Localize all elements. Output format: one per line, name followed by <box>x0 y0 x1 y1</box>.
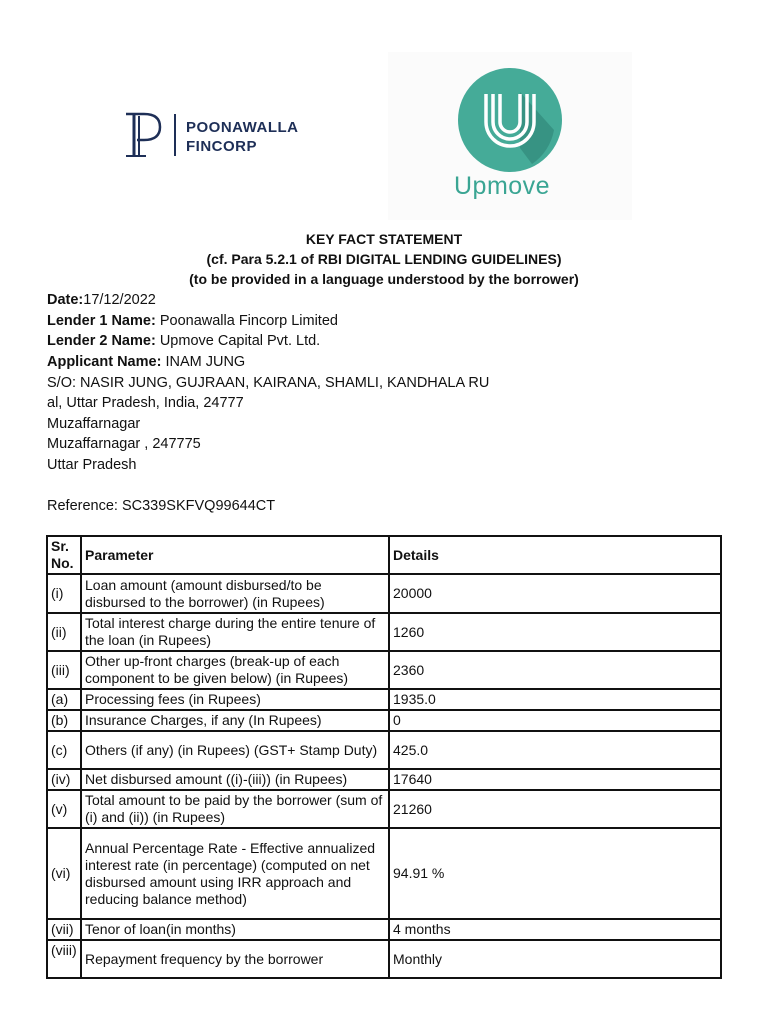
row-parameter: Net disbursed amount ((i)-(iii)) (in Rupees) <box>81 769 389 790</box>
table-row <box>47 731 721 769</box>
row-sr: (ii) <box>47 613 81 651</box>
document-title: KEY FACT STATEMENT <box>305 231 463 247</box>
lender1-value: Poonawalla Fincorp Limited <box>159 313 338 329</box>
row-detail: Monthly <box>389 940 721 978</box>
date-value: 17/12/2022 <box>83 292 156 308</box>
header-parameter: Parameter <box>81 536 389 574</box>
row-parameter: Total amount to be paid by the borrower (sum of (i) and (ii)) (in Rupees) <box>81 790 389 828</box>
poonawalla-p-monogram-icon <box>124 112 168 158</box>
upmove-wordmark: Upmove <box>454 172 551 200</box>
upmove-u-icon <box>458 68 562 172</box>
poonawalla-wordmark <box>186 118 299 156</box>
row-detail: 0 <box>389 710 721 731</box>
table-header-row <box>47 536 721 574</box>
row-parameter: Insurance Charges, if any (In Rupees) <box>81 710 389 731</box>
date-line <box>47 290 156 310</box>
document-note: (to be provided in a language understood by the borrower) <box>189 271 579 287</box>
applicant-value: INAM JUNG <box>165 354 246 370</box>
row-parameter: Annual Percentage Rate - Effective annualized interest rate (in percentage) (computed on net disbursed amount using IRR approach and reducing balance method) <box>81 828 389 919</box>
reference-line: Reference: SC339SKFVQ99644CT <box>47 498 276 514</box>
row-detail: 4 months <box>389 919 721 940</box>
table-row <box>47 710 721 731</box>
row-sr: (viii) <box>47 940 81 978</box>
lender2-line <box>47 331 320 351</box>
row-sr: (c) <box>47 731 81 769</box>
table-row <box>47 828 721 919</box>
row-parameter: Processing fees (in Rupees) <box>81 689 389 710</box>
row-sr: (iv) <box>47 769 81 790</box>
logo-divider <box>174 114 176 156</box>
row-parameter: Repayment frequency by the borrower <box>81 940 389 978</box>
lender2-label: Lender 2 Name: <box>47 333 156 349</box>
lender1-line <box>47 311 338 331</box>
document-subtitle: (cf. Para 5.2.1 of RBI DIGITAL LENDING GUIDELINES) <box>206 251 562 267</box>
address-line-3: Muzaffarnagar <box>47 416 141 432</box>
row-sr: (a) <box>47 689 81 710</box>
table-row <box>47 769 721 790</box>
logo-line1: POONAWALLA <box>186 119 299 136</box>
row-detail: 2360 <box>389 651 721 689</box>
table-row <box>47 689 721 710</box>
row-sr: (b) <box>47 710 81 731</box>
table-row <box>47 790 721 828</box>
address-line-4: Muzaffarnagar , 247775 <box>47 436 201 452</box>
header-details: Details <box>389 536 721 574</box>
address-line-1: S/O: NASIR JUNG, GUJRAAN, KAIRANA, SHAMLI, KANDHALA RU <box>47 375 490 391</box>
row-detail: 1260 <box>389 613 721 651</box>
lender2-value: Upmove Capital Pvt. Ltd. <box>159 333 321 349</box>
table-row <box>47 613 721 651</box>
lender1-label: Lender 1 Name: <box>47 313 156 329</box>
row-detail: 17640 <box>389 769 721 790</box>
row-parameter: Tenor of loan(in months) <box>81 919 389 940</box>
row-sr: (v) <box>47 790 81 828</box>
address-line-5: Uttar Pradesh <box>47 457 137 473</box>
row-parameter: Other up-front charges (break-up of each component to be given below) (in Rupees) <box>81 651 389 689</box>
row-parameter: Others (if any) (in Rupees) (GST+ Stamp Duty) <box>81 731 389 769</box>
table-row <box>47 574 721 613</box>
row-detail: 1935.0 <box>389 689 721 710</box>
row-sr: (iii) <box>47 651 81 689</box>
row-sr: (vi) <box>47 828 81 919</box>
row-sr: (i) <box>47 574 81 613</box>
row-detail: 20000 <box>389 574 721 613</box>
address-line-2: al, Uttar Pradesh, India, 24777 <box>47 395 244 411</box>
row-detail: 425.0 <box>389 731 721 769</box>
row-parameter: Loan amount (amount disbursed/to be disbursed to the borrower) (in Rupees) <box>81 574 389 613</box>
date-label: Date: <box>47 292 84 308</box>
header-sr-no: Sr. No. <box>47 536 81 574</box>
poonawalla-fincorp-logo <box>124 112 324 160</box>
row-parameter: Total interest charge during the entire tenure of the loan (in Rupees) <box>81 613 389 651</box>
row-sr: (vii) <box>47 919 81 940</box>
table-row <box>47 940 721 978</box>
row-detail: 94.91 % <box>389 828 721 919</box>
table-row <box>47 919 721 940</box>
logo-line2: FINCORP <box>186 138 257 155</box>
row-detail: 21260 <box>389 790 721 828</box>
applicant-line <box>47 352 245 372</box>
applicant-label: Applicant Name: <box>47 354 162 370</box>
key-fact-table <box>46 535 722 979</box>
table-row <box>47 651 721 689</box>
